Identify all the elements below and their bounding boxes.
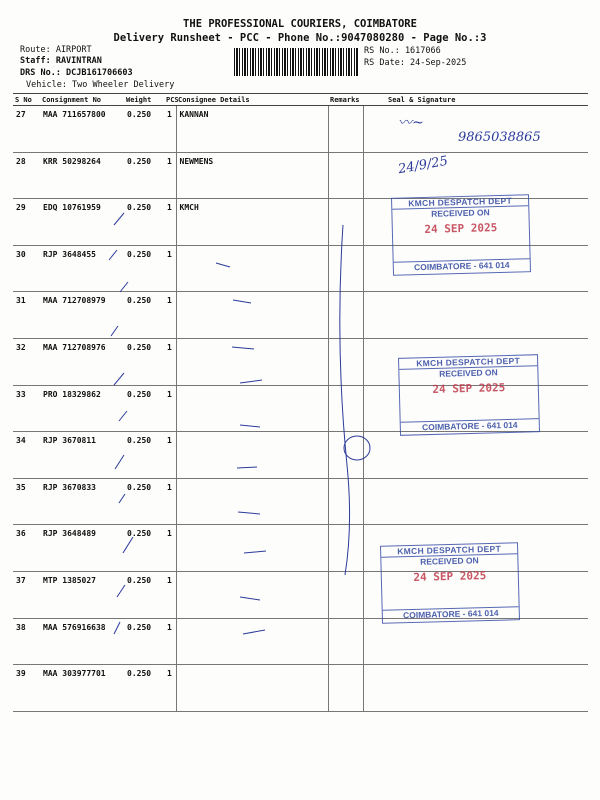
row-pcs: 1 [164,571,176,618]
row-consignment: MTP 1385027 [40,571,124,618]
row-weight: 0.250 [124,665,164,712]
stamp-received: RECEIVED ON [431,207,490,219]
row-weight: 0.250 [124,571,164,618]
staff-label: Staff: RAVINTRAN [20,56,102,66]
row-sno: 29 [13,199,40,246]
row-consignment: RJP 3648489 [40,525,124,572]
runsheet-subtitle: Delivery Runsheet - PCC - Phone No.:9047080280 - Page No.:3 [113,32,487,44]
row-pcs: 1 [164,245,176,292]
row-pcs: 1 [164,199,176,246]
vehicle-label: Vehicle: Two Wheeler Delivery [26,80,175,90]
row-sno: 39 [13,665,40,712]
stamp-received: RECEIVED ON [420,555,479,567]
col-remarks: Remarks [328,94,363,106]
row-sno: 31 [13,292,40,339]
row-weight: 0.250 [124,152,164,199]
col-consignment: Consignment No [40,94,124,106]
tick-marks [109,213,133,634]
row-sno: 33 [13,385,40,432]
row-consignment: MAA 303977701 [40,665,124,712]
row-sno: 27 [13,106,40,153]
row-pcs: 1 [164,478,176,525]
row-pcs: 1 [164,152,176,199]
row-sno: 37 [13,571,40,618]
row-sno: 34 [13,432,40,479]
row-weight: 0.250 [124,618,164,665]
row-weight: 0.250 [124,338,164,385]
row-pcs: 1 [164,525,176,572]
stamp-dept: KMCH DESPATCH DEPT [392,195,528,210]
row-pcs: 1 [164,432,176,479]
row-sno: 35 [13,478,40,525]
col-weight: Weight [124,94,164,106]
row-weight: 0.250 [124,432,164,479]
row-weight: 0.250 [124,245,164,292]
row-pcs: 1 [164,338,176,385]
row-sno: 38 [13,618,40,665]
handwritten-date: 24/9/25 [397,153,450,178]
row-pcs: 1 [164,385,176,432]
col-consignee: Consignee Details [176,94,328,106]
row-consignment: PRO 18329862 [40,385,124,432]
row-consignment: MAA 711657800 [40,106,124,153]
pen-circle-mark [344,436,370,460]
row-weight: 0.250 [124,199,164,246]
row-consignee: KANNAN [176,106,328,153]
col-pcs: PCS [166,95,179,104]
rs-date: RS Date: 24-Sep-2025 [364,58,467,68]
drs-label: DRS No.: DCJB161706603 [20,68,133,78]
row-weight: 0.250 [124,525,164,572]
row-weight: 0.250 [124,385,164,432]
row-consignee: NEWMENS [176,152,328,199]
row-weight: 0.250 [124,292,164,339]
row-pcs: 1 [164,665,176,712]
row-sno: 30 [13,245,40,292]
row-weight: 0.250 [124,478,164,525]
row-pcs: 1 [164,618,176,665]
pen-line-mark [340,225,350,575]
row-consignment: RJP 3648455 [40,245,124,292]
col-seal: Seal & Signature [363,94,588,106]
row-consignment: RJP 3670811 [40,432,124,479]
stamp-dept: KMCH DESPATCH DEPT [381,543,517,558]
route-label: Route: AIRPORT [20,45,92,55]
stamp-date: 24 SEP 2025 [424,221,498,236]
row-sno: 28 [13,152,40,199]
stamp-city: COIMBATORE - 641 014 [401,418,539,433]
row-consignment: RJP 3670833 [40,478,124,525]
row-pcs: 1 [164,106,176,153]
stamp-city: COIMBATORE - 641 014 [394,258,530,273]
row-consignment: MAA 576916638 [40,618,124,665]
stamp-dept: KMCH DESPATCH DEPT [399,355,537,370]
row-consignment: MAA 712708979 [40,292,124,339]
stamp-date: 24 SEP 2025 [413,569,487,584]
consignee-pen-strokes [216,263,266,634]
col-sno: S No [13,94,40,106]
row-consignment: EDQ 10761959 [40,199,124,246]
row-consignee: KMCH [176,199,328,246]
company-title: THE PROFESSIONAL COURIERS, COIMBATORE [183,18,417,30]
handwritten-phone: 9865038865 [458,130,541,145]
row-consignment: MAA 712708976 [40,338,124,385]
row-sno: 36 [13,525,40,572]
stamp-city: COIMBATORE - 641 014 [383,606,519,621]
row-pcs: 1 [164,292,176,339]
stamp-received: RECEIVED ON [439,367,498,379]
stamp-date: 24 SEP 2025 [432,381,506,396]
signature-kannan: 〰~ [398,115,424,131]
row-sno: 32 [13,338,40,385]
row-weight: 0.250 [124,106,164,153]
rs-number: RS No.: 1617066 [364,46,441,56]
row-consignment: KRR 50298264 [40,152,124,199]
